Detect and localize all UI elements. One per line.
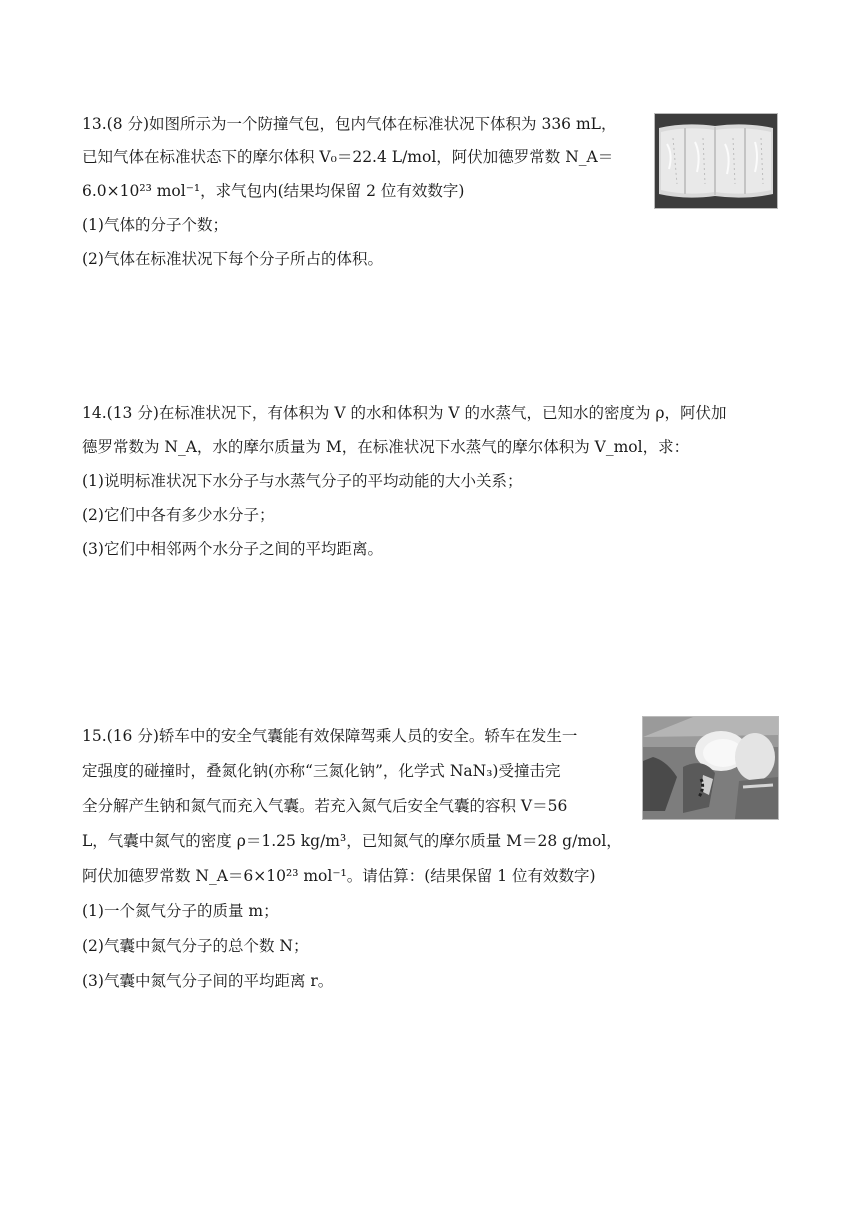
problem-15-line-4: L，气囊中氮气的密度 ρ＝1.25 kg/m³，已知氮气的摩尔质量 M＝28 g/mol， bbox=[82, 832, 622, 850]
problem-15-line-5: 阿伏加德罗常数 N_A＝6×10²³ mol⁻¹。请估算：(结果保留 1 位有效数字) bbox=[82, 867, 596, 885]
problem-13-line-3: 6.0×10²³ mol⁻¹，求气包内(结果均保留 2 位有效数字) bbox=[82, 182, 465, 200]
problem-13-line-1: 13.(8 分)如图所示为一个防撞气包，包内气体在标准状况下体积为 336 mL， bbox=[82, 115, 617, 133]
problem-15-line-1: 15.(16 分)轿车中的安全气囊能有效保障驾乘人员的安全。轿车在发生一 bbox=[82, 727, 578, 745]
car-airbag-photo bbox=[642, 716, 779, 820]
problem-15-line-8: (3)气囊中氮气分子间的平均距离 r。 bbox=[82, 972, 334, 990]
problem-13-line-5: (2)气体在标准状况下每个分子所占的体积。 bbox=[82, 250, 383, 268]
problem-15-line-6: (1)一个氮气分子的质量 m； bbox=[82, 902, 279, 920]
air-cushion-illustration bbox=[655, 114, 777, 208]
problem-14-line-2: 德罗常数为 N_A，水的摩尔质量为 M，在标准状况下水蒸气的摩尔体积为 V_mol，求： bbox=[82, 438, 690, 456]
problem-15-line-2: 定强度的碰撞时，叠氮化钠(亦称“三氮化钠”，化学式 NaN₃)受撞击完 bbox=[82, 762, 561, 780]
problem-13-line-4: (1)气体的分子个数； bbox=[82, 216, 228, 234]
car-airbag-illustration bbox=[643, 717, 778, 819]
problem-13-line-2: 已知气体在标准状态下的摩尔体积 V₀＝22.4 L/mol，阿伏加德罗常数 N_A＝ bbox=[82, 148, 614, 166]
problem-15-line-3: 全分解产生钠和氮气而充入气囊。若充入氮气后安全气囊的容积 V＝56 bbox=[82, 797, 568, 815]
problem-14-line-1: 14.(13 分)在标准状况下，有体积为 V 的水和体积为 V 的水蒸气，已知水的密度为 ρ，阿伏加 bbox=[82, 404, 727, 422]
problem-14-line-3: (1)说明标准状况下水分子与水蒸气分子的平均动能的大小关系； bbox=[82, 472, 523, 490]
problem-14-line-4: (2)它们中各有多少水分子； bbox=[82, 506, 275, 524]
air-cushion-photo bbox=[654, 113, 778, 209]
problem-14-line-5: (3)它们中相邻两个水分子之间的平均距离。 bbox=[82, 540, 383, 558]
problem-15-line-7: (2)气囊中氮气分子的总个数 N； bbox=[82, 937, 309, 955]
